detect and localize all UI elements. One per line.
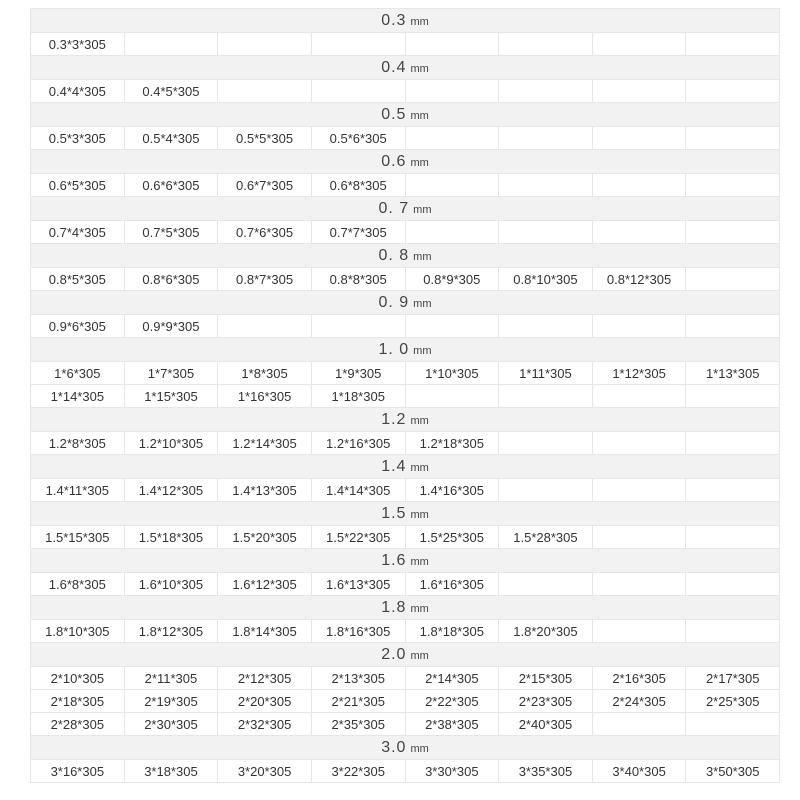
size-cell: 3*40*305 <box>592 760 686 783</box>
size-cell <box>218 80 312 103</box>
section-header-row <box>31 150 780 174</box>
size-cell <box>592 33 686 56</box>
size-cell <box>124 33 218 56</box>
size-cell <box>592 573 686 596</box>
size-cell <box>499 432 593 455</box>
size-cell: 2*30*305 <box>124 713 218 736</box>
size-cell: 2*21*305 <box>311 690 405 713</box>
size-cell <box>311 80 405 103</box>
size-cell <box>686 713 780 736</box>
size-cell: 0.8*12*305 <box>592 268 686 291</box>
size-cell <box>218 315 312 338</box>
size-cell <box>592 385 686 408</box>
size-cell: 1.2*16*305 <box>311 432 405 455</box>
size-row <box>31 174 780 197</box>
size-row <box>31 385 780 408</box>
size-cell: 1.6*13*305 <box>311 573 405 596</box>
size-cell <box>592 526 686 549</box>
size-cell: 2*17*305 <box>686 667 780 690</box>
section-thickness: 1.5 <box>381 504 407 522</box>
size-cell: 1*12*305 <box>592 362 686 385</box>
size-cell: 1*11*305 <box>499 362 593 385</box>
size-cell: 1.5*15*305 <box>31 526 125 549</box>
section-unit: mm <box>410 649 429 662</box>
section-header <box>31 736 780 760</box>
section-header <box>31 549 780 573</box>
size-cell: 0.6*7*305 <box>218 174 312 197</box>
section-header-row <box>31 502 780 526</box>
section-header <box>31 150 780 174</box>
section-unit: mm <box>413 203 432 216</box>
section-header <box>31 338 780 362</box>
section-header <box>31 9 780 33</box>
size-cell: 2*15*305 <box>499 667 593 690</box>
size-cell: 2*32*305 <box>218 713 312 736</box>
size-row <box>31 221 780 244</box>
size-cell: 0.8*7*305 <box>218 268 312 291</box>
size-cell: 0.7*4*305 <box>31 221 125 244</box>
size-cell <box>311 33 405 56</box>
size-cell: 3*35*305 <box>499 760 593 783</box>
size-row <box>31 713 780 736</box>
size-cell <box>686 315 780 338</box>
size-cell: 1*16*305 <box>218 385 312 408</box>
size-cell <box>499 221 593 244</box>
size-cell: 1.8*16*305 <box>311 620 405 643</box>
size-grid-body <box>31 9 780 783</box>
size-cell: 1.8*10*305 <box>31 620 125 643</box>
section-unit: mm <box>410 602 429 615</box>
size-cell: 2*25*305 <box>686 690 780 713</box>
size-cell <box>499 573 593 596</box>
section-thickness: 0.6 <box>381 152 407 170</box>
size-cell: 1.6*8*305 <box>31 573 125 596</box>
size-cell: 0.8*9*305 <box>405 268 499 291</box>
section-thickness: 1.6 <box>381 551 407 569</box>
size-cell: 2*20*305 <box>218 690 312 713</box>
section-header <box>31 502 780 526</box>
section-unit: mm <box>410 461 429 474</box>
size-cell: 3*16*305 <box>31 760 125 783</box>
size-table <box>30 8 780 783</box>
section-header <box>31 244 780 268</box>
size-cell: 0.6*5*305 <box>31 174 125 197</box>
size-cell <box>499 315 593 338</box>
size-cell: 0.7*6*305 <box>218 221 312 244</box>
size-cell <box>592 127 686 150</box>
size-cell <box>405 33 499 56</box>
size-cell <box>686 620 780 643</box>
section-unit: mm <box>410 414 429 427</box>
size-cell: 1.5*28*305 <box>499 526 593 549</box>
size-cell <box>686 80 780 103</box>
section-header-row <box>31 197 780 221</box>
size-cell: 0.8*6*305 <box>124 268 218 291</box>
size-cell: 0.5*4*305 <box>124 127 218 150</box>
section-thickness: 0. 9 <box>378 293 410 311</box>
size-cell: 2*14*305 <box>405 667 499 690</box>
size-row <box>31 620 780 643</box>
section-header <box>31 56 780 80</box>
section-unit: mm <box>410 15 429 28</box>
size-cell: 1*7*305 <box>124 362 218 385</box>
size-cell <box>686 573 780 596</box>
size-cell: 1.6*16*305 <box>405 573 499 596</box>
section-header-row <box>31 291 780 315</box>
size-cell: 2*28*305 <box>31 713 125 736</box>
size-cell: 0.9*9*305 <box>124 315 218 338</box>
size-row <box>31 315 780 338</box>
size-cell: 1.5*20*305 <box>218 526 312 549</box>
size-cell: 1.5*22*305 <box>311 526 405 549</box>
size-cell: 2*35*305 <box>311 713 405 736</box>
size-cell: 1*8*305 <box>218 362 312 385</box>
section-unit: mm <box>410 62 429 75</box>
size-cell: 1*9*305 <box>311 362 405 385</box>
size-cell: 2*13*305 <box>311 667 405 690</box>
size-cell: 1.8*14*305 <box>218 620 312 643</box>
section-header <box>31 596 780 620</box>
size-cell <box>686 432 780 455</box>
size-cell: 1*18*305 <box>311 385 405 408</box>
section-header-row <box>31 596 780 620</box>
section-unit: mm <box>410 156 429 169</box>
size-cell: 0.5*3*305 <box>31 127 125 150</box>
size-cell: 1.2*10*305 <box>124 432 218 455</box>
section-header <box>31 643 780 667</box>
size-cell: 0.9*6*305 <box>31 315 125 338</box>
size-cell: 2*18*305 <box>31 690 125 713</box>
size-cell: 1.5*18*305 <box>124 526 218 549</box>
size-cell <box>686 268 780 291</box>
size-cell: 3*30*305 <box>405 760 499 783</box>
size-cell <box>499 174 593 197</box>
size-cell <box>499 127 593 150</box>
size-cell <box>592 713 686 736</box>
size-cell: 2*10*305 <box>31 667 125 690</box>
size-cell <box>499 385 593 408</box>
section-unit: mm <box>410 109 429 122</box>
size-cell <box>405 127 499 150</box>
size-cell: 1.4*16*305 <box>405 479 499 502</box>
size-cell <box>592 315 686 338</box>
size-cell: 0.4*5*305 <box>124 80 218 103</box>
size-row <box>31 526 780 549</box>
section-header-row <box>31 9 780 33</box>
size-cell <box>499 33 593 56</box>
size-cell <box>311 315 405 338</box>
section-thickness: 0. 7 <box>378 199 410 217</box>
size-cell: 0.6*8*305 <box>311 174 405 197</box>
size-cell: 1.2*18*305 <box>405 432 499 455</box>
size-cell <box>405 221 499 244</box>
section-header-row <box>31 549 780 573</box>
size-cell <box>499 80 593 103</box>
section-thickness: 1.4 <box>381 457 407 475</box>
section-thickness: 1.8 <box>381 598 407 616</box>
section-thickness: 0.4 <box>381 58 407 76</box>
size-cell <box>686 526 780 549</box>
size-cell: 1.6*10*305 <box>124 573 218 596</box>
size-cell: 1*6*305 <box>31 362 125 385</box>
size-row <box>31 760 780 783</box>
size-cell <box>405 80 499 103</box>
section-header <box>31 455 780 479</box>
size-cell: 0.6*6*305 <box>124 174 218 197</box>
section-thickness: 3.0 <box>381 738 407 756</box>
size-cell <box>592 174 686 197</box>
size-cell <box>592 221 686 244</box>
section-thickness: 0. 8 <box>378 246 410 264</box>
size-cell: 2*11*305 <box>124 667 218 690</box>
size-cell <box>686 479 780 502</box>
section-unit: mm <box>413 344 432 357</box>
size-cell: 1.6*12*305 <box>218 573 312 596</box>
section-unit: mm <box>413 297 432 310</box>
size-cell: 3*50*305 <box>686 760 780 783</box>
size-cell: 3*22*305 <box>311 760 405 783</box>
size-row <box>31 127 780 150</box>
section-unit: mm <box>410 742 429 755</box>
size-cell: 1.2*14*305 <box>218 432 312 455</box>
size-cell: 1.4*13*305 <box>218 479 312 502</box>
size-cell: 1*15*305 <box>124 385 218 408</box>
section-header-row <box>31 103 780 127</box>
size-cell: 0.5*6*305 <box>311 127 405 150</box>
size-cell <box>592 620 686 643</box>
section-header <box>31 291 780 315</box>
section-thickness: 0.5 <box>381 105 407 123</box>
section-header <box>31 408 780 432</box>
size-cell <box>218 33 312 56</box>
size-cell: 1*14*305 <box>31 385 125 408</box>
size-cell <box>405 315 499 338</box>
size-cell: 2*38*305 <box>405 713 499 736</box>
section-header-row <box>31 736 780 760</box>
size-row <box>31 573 780 596</box>
size-cell: 0.8*5*305 <box>31 268 125 291</box>
section-unit: mm <box>410 508 429 521</box>
size-cell: 1*13*305 <box>686 362 780 385</box>
size-row <box>31 690 780 713</box>
section-thickness: 1. 0 <box>378 340 410 358</box>
section-unit: mm <box>410 555 429 568</box>
section-thickness: 0.3 <box>381 11 407 29</box>
section-unit: mm <box>413 250 432 263</box>
size-cell: 0.5*5*305 <box>218 127 312 150</box>
size-cell: 0.8*10*305 <box>499 268 593 291</box>
size-row <box>31 80 780 103</box>
size-cell <box>405 174 499 197</box>
size-cell <box>686 127 780 150</box>
section-header-row <box>31 643 780 667</box>
size-cell <box>686 385 780 408</box>
size-cell: 3*18*305 <box>124 760 218 783</box>
size-row <box>31 33 780 56</box>
size-cell: 0.8*8*305 <box>311 268 405 291</box>
size-cell <box>686 221 780 244</box>
size-cell: 1.8*12*305 <box>124 620 218 643</box>
size-cell <box>592 80 686 103</box>
size-row <box>31 432 780 455</box>
size-cell: 0.7*7*305 <box>311 221 405 244</box>
size-cell <box>499 479 593 502</box>
size-cell <box>592 432 686 455</box>
size-cell <box>686 33 780 56</box>
size-row <box>31 362 780 385</box>
section-header-row <box>31 244 780 268</box>
size-cell: 2*23*305 <box>499 690 593 713</box>
size-row <box>31 268 780 291</box>
section-thickness: 2.0 <box>381 645 407 663</box>
size-cell: 1*10*305 <box>405 362 499 385</box>
size-cell: 2*22*305 <box>405 690 499 713</box>
size-cell: 0.4*4*305 <box>31 80 125 103</box>
size-cell <box>592 479 686 502</box>
size-cell: 2*12*305 <box>218 667 312 690</box>
size-cell: 0.7*5*305 <box>124 221 218 244</box>
size-cell: 1.4*12*305 <box>124 479 218 502</box>
size-cell: 2*40*305 <box>499 713 593 736</box>
size-cell <box>686 174 780 197</box>
size-cell: 0.3*3*305 <box>31 33 125 56</box>
size-cell: 1.5*25*305 <box>405 526 499 549</box>
section-header-row <box>31 408 780 432</box>
size-cell: 1.8*18*305 <box>405 620 499 643</box>
size-cell: 1.8*20*305 <box>499 620 593 643</box>
section-header-row <box>31 338 780 362</box>
section-header-row <box>31 455 780 479</box>
size-cell: 1.4*14*305 <box>311 479 405 502</box>
section-header-row <box>31 56 780 80</box>
size-row <box>31 479 780 502</box>
size-cell: 1.2*8*305 <box>31 432 125 455</box>
size-cell: 2*19*305 <box>124 690 218 713</box>
section-thickness: 1.2 <box>381 410 407 428</box>
size-grid <box>30 8 780 783</box>
size-cell: 3*20*305 <box>218 760 312 783</box>
size-row <box>31 667 780 690</box>
size-cell: 2*16*305 <box>592 667 686 690</box>
size-cell <box>405 385 499 408</box>
size-cell: 1.4*11*305 <box>31 479 125 502</box>
size-cell: 2*24*305 <box>592 690 686 713</box>
section-header <box>31 197 780 221</box>
section-header <box>31 103 780 127</box>
